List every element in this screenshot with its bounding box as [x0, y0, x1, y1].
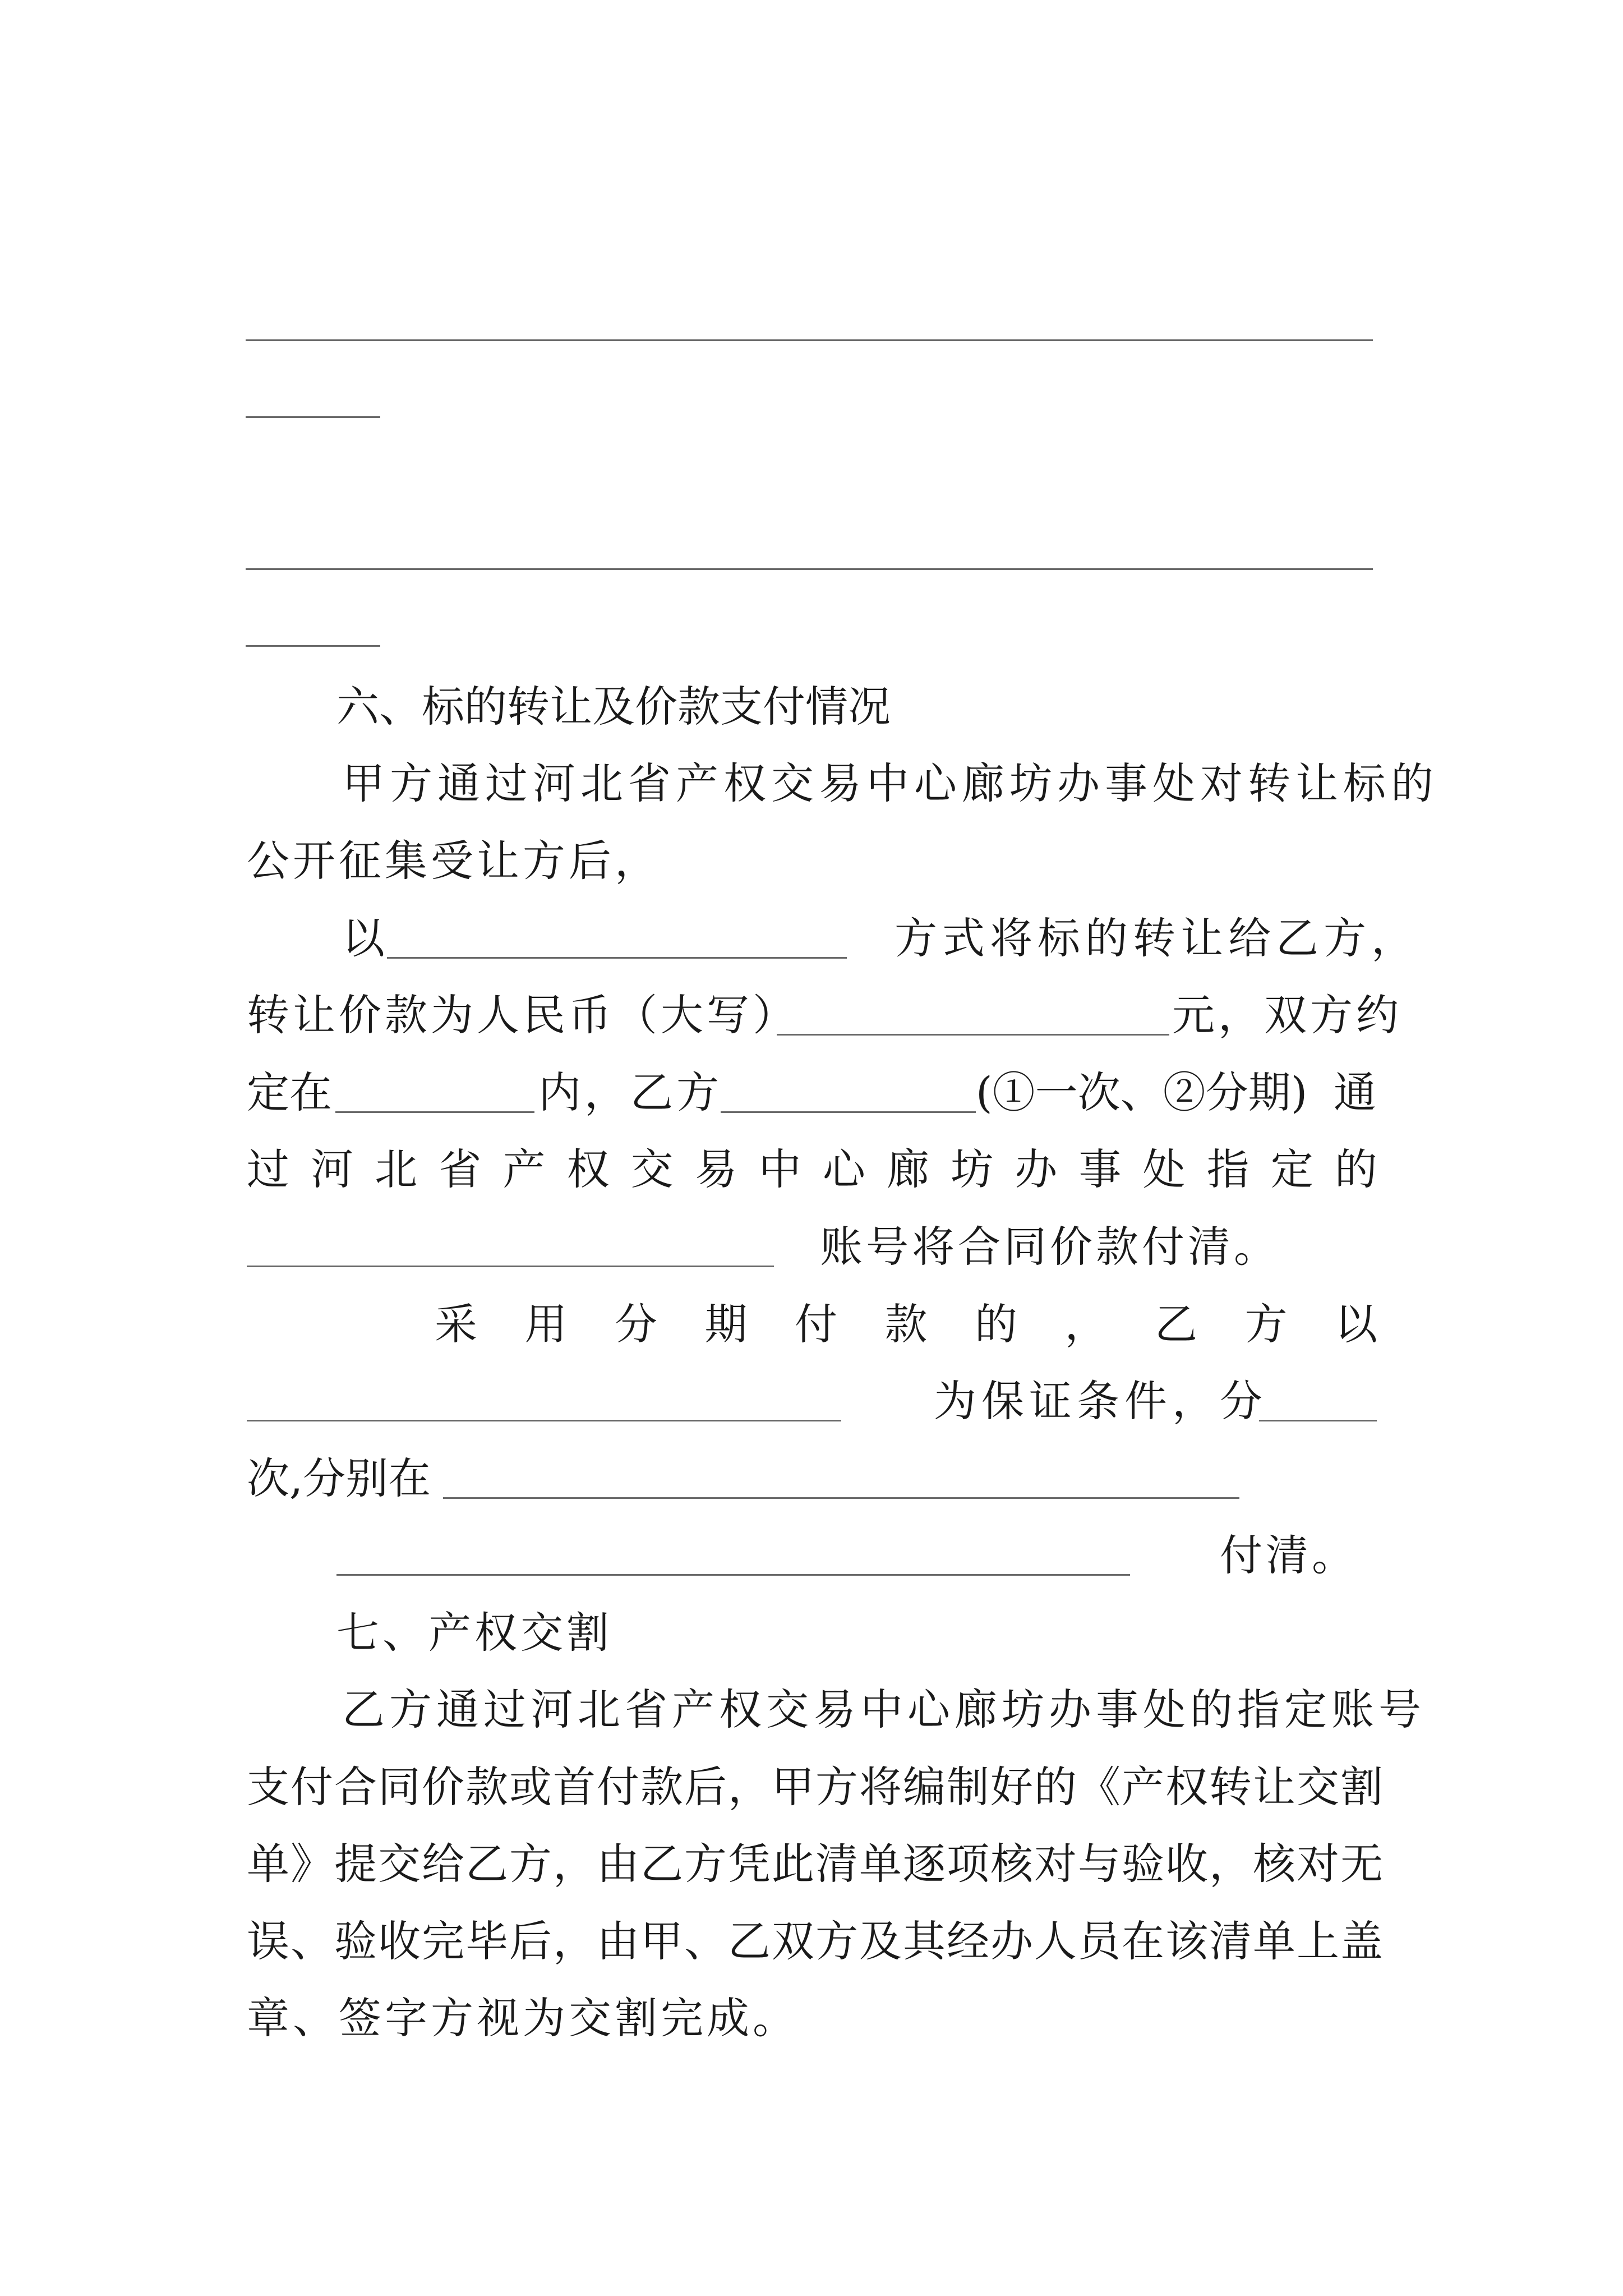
char: 权 — [566, 1144, 610, 1194]
blank-line — [246, 645, 380, 647]
char: 的 — [1334, 1144, 1377, 1194]
text: 方式将标的转让给乙方， — [895, 913, 1419, 963]
blank-line — [246, 416, 380, 418]
fill-blank — [335, 1111, 534, 1113]
text: 乙方通过河北省产权交易中心廊坊办事处的指定账号 — [342, 1685, 1426, 1734]
char: 河 — [311, 1144, 354, 1194]
char: 省 — [439, 1144, 482, 1194]
char: 乙 — [1155, 1299, 1197, 1349]
char: 易 — [694, 1144, 737, 1194]
fill-blank — [443, 1497, 1239, 1499]
char: 事 — [1078, 1144, 1122, 1194]
fill-blank — [247, 1266, 774, 1267]
char: 采 — [435, 1299, 477, 1349]
char: 付 — [795, 1299, 837, 1349]
heading-text: 六、标的转让及价款支付情况 — [336, 682, 891, 731]
text: 以 — [342, 913, 385, 963]
text: 公开征集受让方后， — [247, 836, 661, 886]
text: 内，乙方 — [538, 1068, 722, 1117]
fill-blank — [336, 1574, 1130, 1576]
blank-line — [246, 339, 1373, 341]
justified-text — [435, 1299, 1377, 1350]
fill-blank — [247, 1420, 841, 1421]
char: 定 — [1270, 1144, 1313, 1194]
fill-blank — [777, 1034, 1169, 1036]
char: 分 — [615, 1299, 657, 1349]
fill-blank — [721, 1111, 976, 1113]
char: 以 — [1335, 1299, 1377, 1349]
justified-text — [247, 1144, 1377, 1195]
text: 账号将合同价款付清。 — [820, 1222, 1280, 1272]
text: 定在 — [247, 1068, 332, 1117]
text: 误、验收完毕后，由甲、乙双方及其经办人员在该清单上盖 — [247, 1916, 1384, 1966]
text: 通 — [1334, 1068, 1376, 1117]
char: 心 — [822, 1144, 865, 1194]
char: 过 — [247, 1144, 289, 1194]
fill-blank — [1259, 1420, 1377, 1421]
text: 支付合同价款或首付款后，甲方将编制好的《产权转让交割 — [247, 1762, 1384, 1812]
blank-line — [246, 568, 1373, 570]
char: 指 — [1206, 1144, 1249, 1194]
char: 方 — [1244, 1299, 1288, 1349]
text: 次,分别在 — [247, 1453, 431, 1503]
char: 处 — [1142, 1144, 1186, 1194]
heading-text: 七、产权交割 — [336, 1608, 612, 1658]
text: 单》提交给乙方，由乙方凭此清单逐项核对与验收，核对无 — [247, 1839, 1384, 1889]
text: 元，双方约 — [1172, 990, 1402, 1040]
char: 廊 — [887, 1144, 930, 1194]
char: 的 — [975, 1299, 1017, 1349]
text: 甲方通过河北省产权交易中心廊坊办事处对转让标的 — [342, 758, 1438, 808]
text: 章、签字方视为交割完成。 — [247, 1993, 799, 2043]
char: 交 — [630, 1144, 674, 1194]
char: 款 — [884, 1299, 928, 1349]
char: 坊 — [951, 1144, 994, 1194]
char: 办 — [1015, 1144, 1058, 1194]
char: 用 — [524, 1299, 568, 1349]
text: 为保证条件，分 — [934, 1376, 1267, 1426]
char: 产 — [502, 1144, 546, 1194]
char: 北 — [375, 1144, 418, 1194]
text: 付清。 — [1220, 1530, 1358, 1580]
char: 期 — [704, 1299, 748, 1349]
text: 转让价款为人民币（大写） — [247, 990, 799, 1040]
fill-blank — [387, 957, 847, 959]
text: (①一次、②分期) — [976, 1068, 1308, 1117]
char: 中 — [758, 1144, 801, 1194]
char: ， — [1064, 1299, 1108, 1349]
